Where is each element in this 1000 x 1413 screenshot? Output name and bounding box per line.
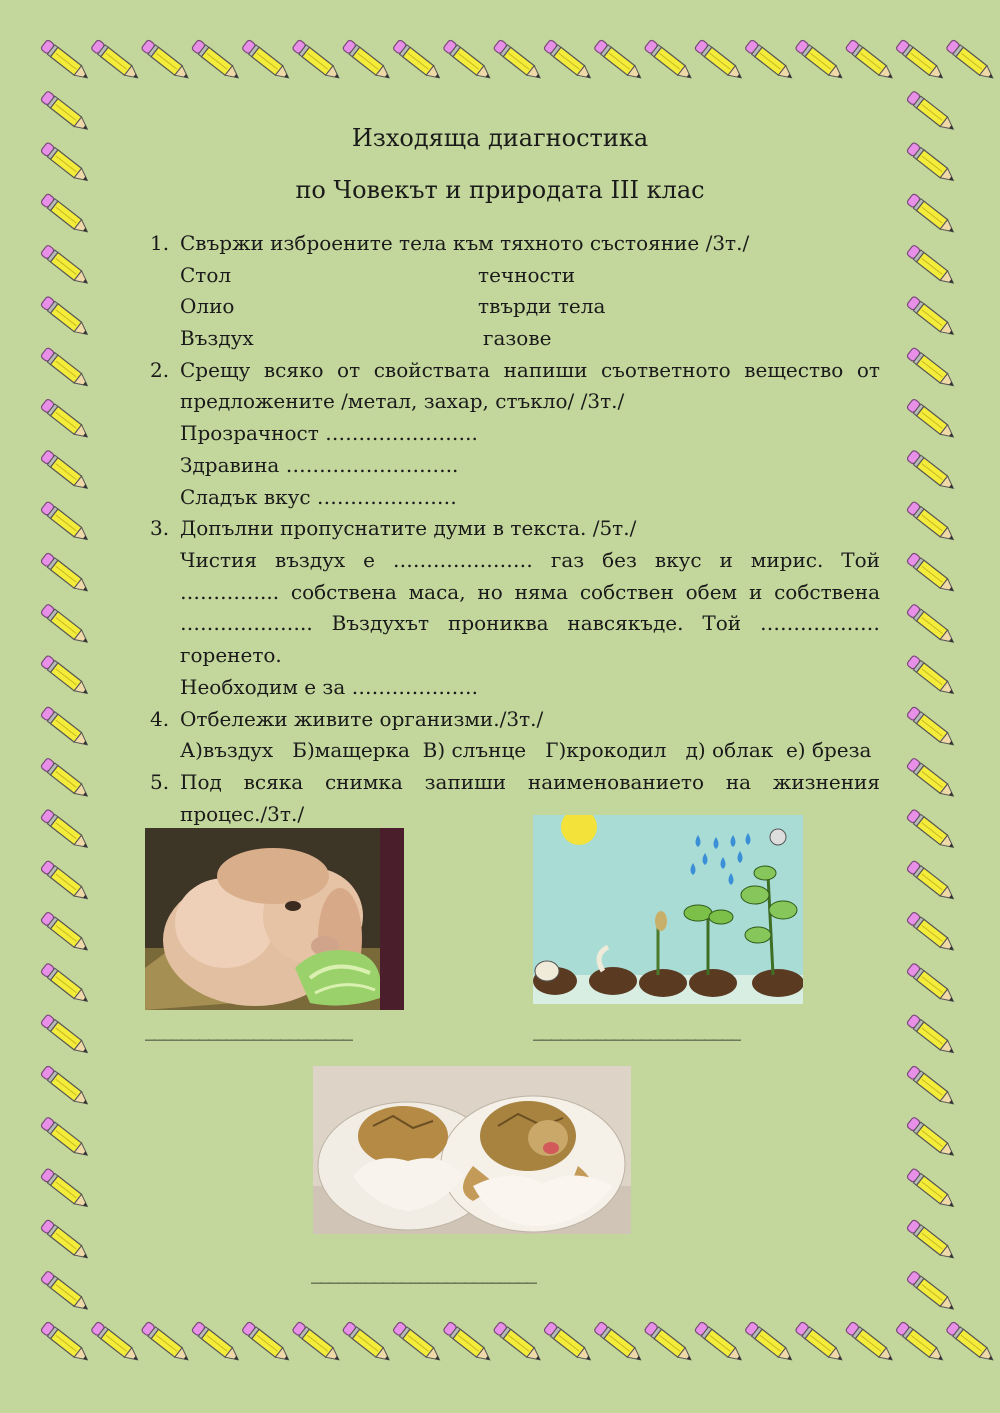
pencil-icon (906, 296, 957, 339)
pencil-icon (795, 39, 846, 82)
pencil-icon (906, 911, 957, 954)
pencil-icon (906, 1168, 957, 1211)
pencil-icon (292, 1321, 343, 1364)
organism-options: А)въздух Б)мащерка В) слънце Г)крокодил д) облак е) бреза (180, 738, 872, 763)
pencil-icon (40, 1168, 91, 1211)
pencil-icon (40, 501, 91, 544)
question-text: Допълни пропуснатите думи в текста. /5т./ (180, 516, 637, 541)
pencil-icon (443, 1321, 494, 1364)
plant-growth-photo (533, 815, 803, 1004)
pencil-icon (906, 244, 957, 287)
page-title: Изходяща диагностика (351, 124, 649, 152)
pencil-icon (91, 39, 142, 82)
pencil-icon (795, 1321, 846, 1364)
pencil-icon (392, 1321, 443, 1364)
fill-in-paragraph: Чистия въздух е ………………… газ без вкус и мирис. Той …………... собствена маса, но няма собствен обем и собствена ……………….. Въздухът прониква навсякъде. Той ……………… горенето. (180, 547, 880, 668)
question-number: 2. (150, 357, 170, 382)
pencil-icon (745, 39, 796, 82)
pencil-icon (40, 552, 91, 595)
pencil-icon (493, 39, 544, 82)
state-item: течности (478, 262, 576, 287)
pencil-icon (40, 655, 91, 698)
pencil-icon (40, 1219, 91, 1262)
pencil-icon (895, 39, 946, 82)
pencil-icon (906, 398, 957, 441)
pencil-icon (906, 1014, 957, 1057)
pencil-icon (906, 1219, 957, 1262)
pencil-icon (906, 1065, 957, 1108)
pencil-icon (342, 39, 393, 82)
pencil-icon (242, 39, 293, 82)
pencil-icon (906, 860, 957, 903)
property-line: Сладък вкус ………………… (180, 484, 457, 509)
pencil-icon (40, 1117, 91, 1160)
pencil-icon (906, 655, 957, 698)
question-2 (150, 355, 880, 418)
pencil-icon (745, 1321, 796, 1364)
pencil-icon (191, 39, 242, 82)
pencil-icon (40, 39, 91, 82)
pencil-icon (40, 963, 91, 1006)
answer-line-rabbit[interactable]: _______________________ (145, 1017, 352, 1041)
pencil-icon (594, 39, 645, 82)
question-text: Отбележи живите организми./3т./ (180, 706, 544, 731)
pencil-icon (493, 1321, 544, 1364)
pencil-icon (191, 1321, 242, 1364)
property-line: Прозрачност ………………….. (180, 421, 478, 446)
pencil-icon (906, 1117, 957, 1160)
pencil-icon (906, 809, 957, 852)
pencil-icon (40, 911, 91, 954)
pencil-icon (40, 1270, 91, 1313)
body-item: Стол (180, 262, 232, 287)
pencil-icon (141, 1321, 192, 1364)
pencil-icon (946, 1321, 997, 1364)
pencil-icon (543, 1321, 594, 1364)
pencil-icon (594, 1321, 645, 1364)
pencil-icon (906, 757, 957, 800)
pencil-icon (906, 1270, 957, 1313)
pencil-icon (906, 963, 957, 1006)
answer-line-plant[interactable]: _______________________ (533, 1017, 740, 1041)
pencil-icon (141, 39, 192, 82)
pencil-icon (40, 398, 91, 441)
body-item: Олио (180, 294, 235, 319)
pencil-icon (694, 1321, 745, 1364)
question-number: 4. (150, 706, 170, 731)
pencil-icon (40, 860, 91, 903)
pencil-icon (40, 809, 91, 852)
question-number: 1. (150, 231, 170, 255)
pencil-icon (443, 39, 494, 82)
pencil-icon (694, 39, 745, 82)
question-text: Под всяка снимка запиши наименованието на жизнения процес./3т./ (180, 769, 880, 826)
pencil-icon (845, 39, 896, 82)
question-number: 5. (150, 769, 170, 794)
pencil-icon (40, 1065, 91, 1108)
pencil-icon (906, 347, 957, 390)
question-4 (150, 704, 880, 736)
page-subtitle: по Човекът и природата III клас (295, 176, 705, 204)
state-item: газове (483, 326, 552, 351)
pencil-icon (906, 501, 957, 544)
pencil-icon (40, 1321, 91, 1364)
pencil-icon (906, 450, 957, 493)
pencil-icon (40, 706, 91, 749)
turtles-hatching-photo (313, 1066, 631, 1234)
rabbit-eating-photo (145, 828, 404, 1010)
pencil-icon (906, 706, 957, 749)
pencil-icon (292, 39, 343, 82)
questions (150, 228, 880, 830)
question-3 (150, 513, 880, 545)
answer-line-turtles[interactable]: _________________________ (311, 1260, 536, 1284)
question-number: 3. (150, 516, 170, 541)
question-1 (150, 228, 880, 260)
pencil-icon (906, 552, 957, 595)
pencil-icon (342, 1321, 393, 1364)
question-text: Срещу всяко от свойствата напиши съответното вещество от предложените /метал, захар, стъкло/ /3т./ (180, 357, 880, 414)
pencil-icon (40, 450, 91, 493)
matching-row (150, 323, 880, 355)
state-item: твърди тела (478, 294, 606, 319)
pencil-icon (845, 1321, 896, 1364)
pencil-icon (392, 39, 443, 82)
pencil-icon (40, 1014, 91, 1057)
matching-row (150, 260, 880, 292)
fill-in-last-line: Необходим е за ………………. (180, 674, 478, 699)
pencil-icon (644, 1321, 695, 1364)
pencil-icon (40, 347, 91, 390)
pencil-icon (644, 39, 695, 82)
property-line: Здравина …………………….. (180, 452, 459, 477)
pencil-icon (543, 39, 594, 82)
pencil-icon (40, 244, 91, 287)
pencil-icon (242, 1321, 293, 1364)
pencil-icon (946, 39, 997, 82)
body-item: Въздух (180, 326, 254, 351)
pencil-icon (91, 1321, 142, 1364)
pencil-icon (40, 757, 91, 800)
matching-row (150, 291, 880, 323)
pencil-icon (906, 604, 957, 647)
question-text: Свържи изброените тела към тяхното състояние /3т./ (180, 231, 750, 255)
pencil-icon (40, 296, 91, 339)
pencil-icon (40, 604, 91, 647)
pencil-icon (895, 1321, 946, 1364)
